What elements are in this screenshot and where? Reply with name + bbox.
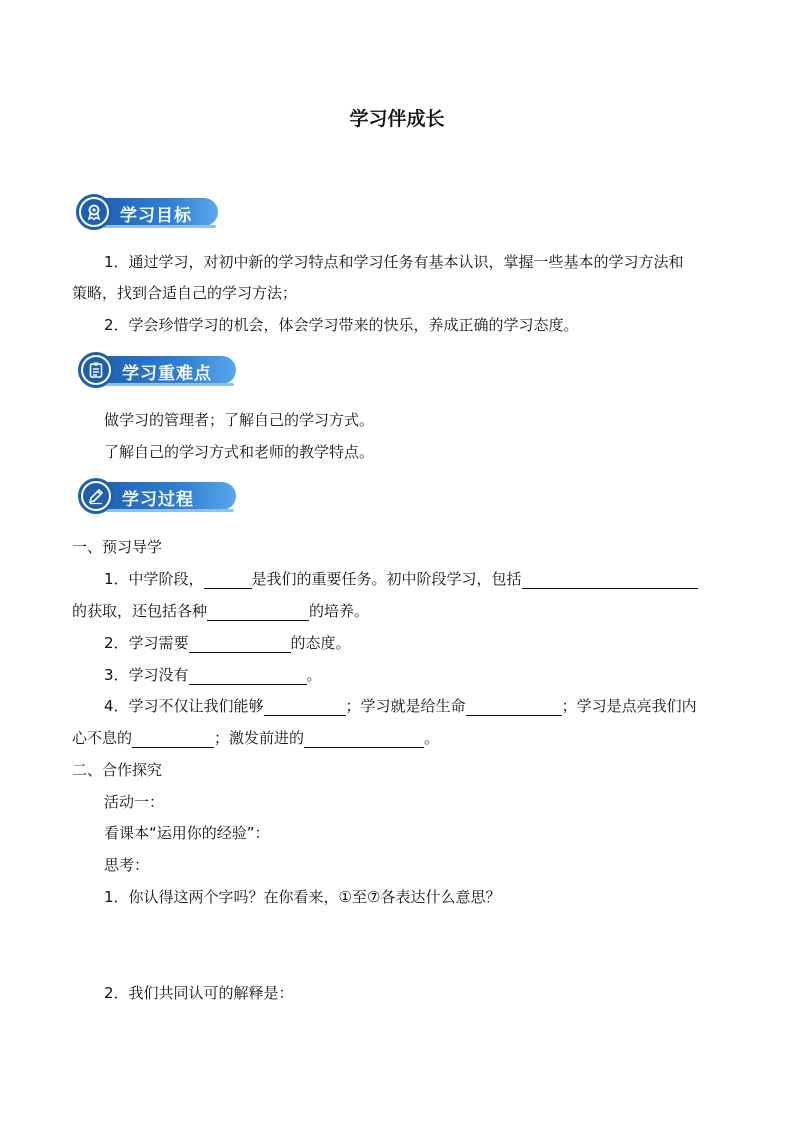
key-point-line-2: 了解自己的学习方式和老师的教学特点。 — [104, 443, 375, 461]
question-3: 3．学习没有 。 — [104, 666, 322, 684]
goal-line-2: 策略，找到合适自己的学习方法； — [72, 284, 298, 302]
think-label: 思考： — [104, 856, 150, 874]
goal-line-3: 2．学会珍惜学习的机会，体会学习带来的快乐，养成正确的学习态度。 — [104, 316, 579, 334]
clipboard-list-icon — [78, 352, 114, 388]
fill-blank[interactable] — [264, 699, 346, 716]
fill-blank[interactable] — [132, 731, 214, 748]
think-question-1: 1．你认得这两个字吗？在你看来，①至⑦各表达什么意思？ — [104, 888, 501, 906]
fill-blank[interactable] — [466, 699, 562, 716]
fill-blank[interactable] — [189, 636, 291, 653]
question-1-line-2: 的获取，还包括各种 的培养。 — [72, 602, 370, 620]
see-book-line: 看课本“运用你的经验”： — [104, 824, 270, 842]
section-heading-process: 学习过程 — [122, 490, 194, 510]
section-heading-goals: 学习目标 — [120, 206, 192, 226]
award-ribbon-icon — [76, 194, 112, 230]
goal-line-1: 1．通过学习，对初中新的学习特点和学习任务有基本认识，掌握一些基本的学习方法和 — [104, 253, 684, 271]
fill-blank[interactable] — [204, 572, 252, 589]
think-question-2: 2．我们共同认可的解释是： — [104, 984, 294, 1002]
question-2: 2．学习需要 的态度。 — [104, 634, 351, 652]
part2-title: 二、合作探究 — [72, 761, 163, 779]
fill-blank[interactable] — [304, 731, 424, 748]
fill-blank[interactable] — [189, 668, 307, 685]
fill-blank[interactable] — [207, 604, 309, 621]
fill-blank[interactable] — [522, 572, 698, 589]
page-title: 学习伴成长 — [349, 108, 445, 130]
section-banner-key-points — [78, 352, 236, 388]
key-point-line-1: 做学习的管理者；了解自己的学习方式。 — [104, 411, 375, 429]
activity-label: 活动一： — [104, 793, 165, 811]
part1-title: 一、预习导学 — [72, 538, 163, 556]
question-4-line-2: 心不息的 ；激发前进的 。 — [72, 729, 440, 747]
section-banner-process — [78, 478, 236, 514]
question-4-line-1: 4．学习不仅让我们能够 ；学习就是给生命 ；学习是点亮我们内 — [104, 697, 697, 715]
section-heading-key-points: 学习重难点 — [122, 364, 212, 384]
question-1-line-1: 1．中学阶段， 是我们的重要任务。初中阶段学习，包括 — [104, 568, 698, 589]
section-banner-goals — [76, 194, 218, 230]
pencil-ruler-icon — [78, 478, 114, 514]
